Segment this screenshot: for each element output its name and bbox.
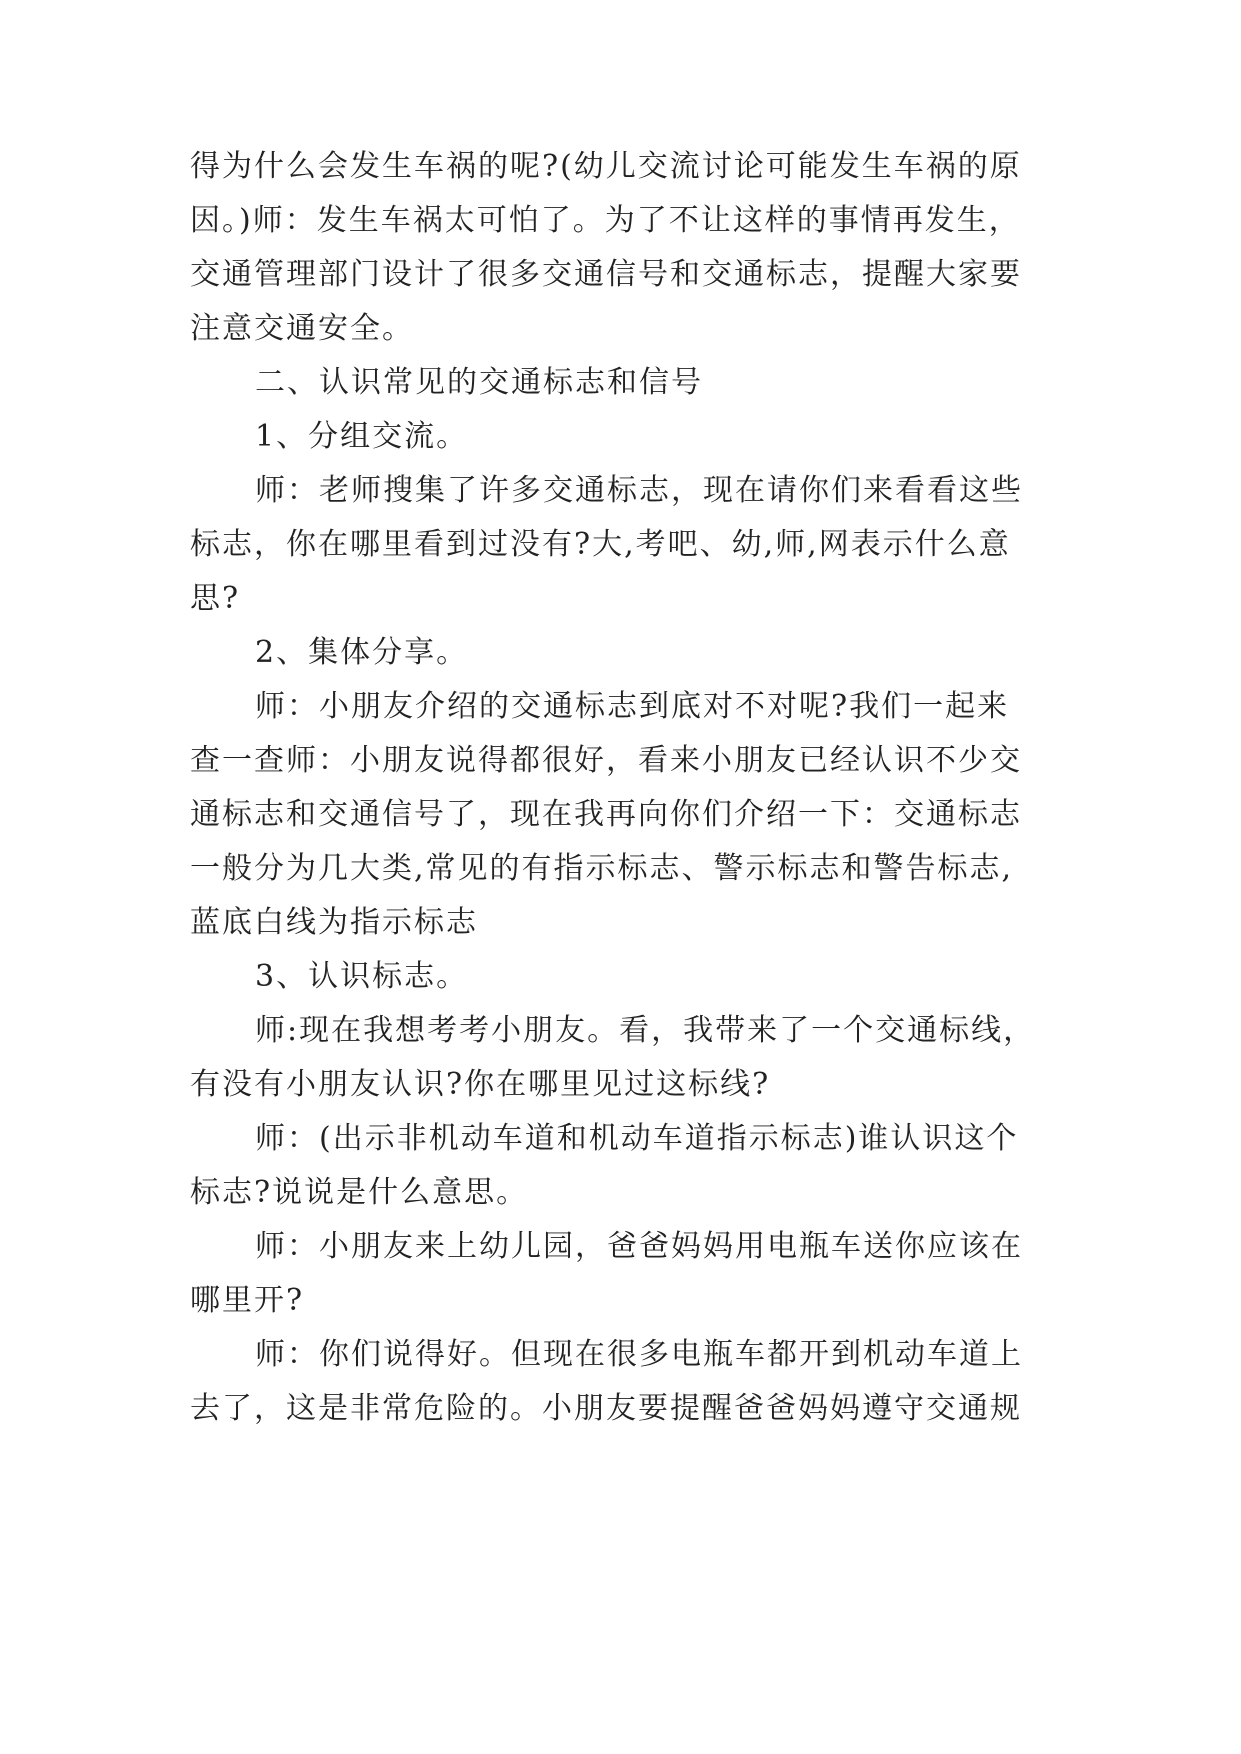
text-line: 去了，这是非常危险的。小朋友要提醒爸爸妈妈遵守交通规 bbox=[190, 1391, 1022, 1426]
text-line: 交通管理部门设计了很多交通信号和交通标志，提醒大家要 bbox=[190, 257, 1022, 292]
subsection-heading: 1、分组交流。 bbox=[255, 419, 469, 454]
text-line: 哪里开? bbox=[190, 1283, 305, 1318]
text-line: 一般分为几大类,常见的有指示标志、警示标志和警告标志, bbox=[190, 851, 1014, 886]
text-line: 注意交通安全。 bbox=[190, 311, 414, 346]
text-line: 师：小朋友来上幼儿园，爸爸妈妈用电瓶车送你应该在 bbox=[255, 1229, 1023, 1264]
text-line: 通标志和交通信号了，现在我再向你们介绍一下：交通标志 bbox=[190, 797, 1022, 832]
text-line: 师：你们说得好。但现在很多电瓶车都开到机动车道上 bbox=[255, 1337, 1023, 1372]
text-line: 标志，你在哪里看到过没有?大,考吧、幼,师,网表示什么意 bbox=[190, 527, 1011, 562]
text-line: 因。)师：发生车祸太可怕了。为了不让这样的事情再发生， bbox=[190, 203, 1021, 238]
text-line: 思? bbox=[190, 581, 241, 616]
text-line: 师：(出示非机动车道和机动车道指示标志)谁认识这个 bbox=[255, 1121, 1019, 1156]
subsection-heading: 2、集体分享。 bbox=[255, 635, 469, 670]
subsection-heading: 3、认识标志。 bbox=[255, 959, 469, 994]
text-line: 师：老师搜集了许多交通标志，现在请你们来看看这些 bbox=[255, 473, 1023, 508]
text-line: 蓝底白线为指示标志 bbox=[190, 905, 478, 940]
text-line: 查一查师：小朋友说得都很好，看来小朋友已经认识不少交 bbox=[190, 743, 1022, 778]
text-line: 得为什么会发生车祸的呢?(幼儿交流讨论可能发生车祸的原 bbox=[190, 149, 1022, 184]
text-line: 标志?说说是什么意思。 bbox=[190, 1175, 529, 1210]
text-line: 师：小朋友介绍的交通标志到底对不对呢?我们一起来 bbox=[255, 689, 1010, 724]
text-line: 师:现在我想考考小朋友。看，我带来了一个交通标线， bbox=[255, 1013, 1036, 1048]
section-heading: 二、认识常见的交通标志和信号 bbox=[255, 365, 703, 400]
text-line: 有没有小朋友认识?你在哪里见过这标线? bbox=[190, 1067, 771, 1102]
